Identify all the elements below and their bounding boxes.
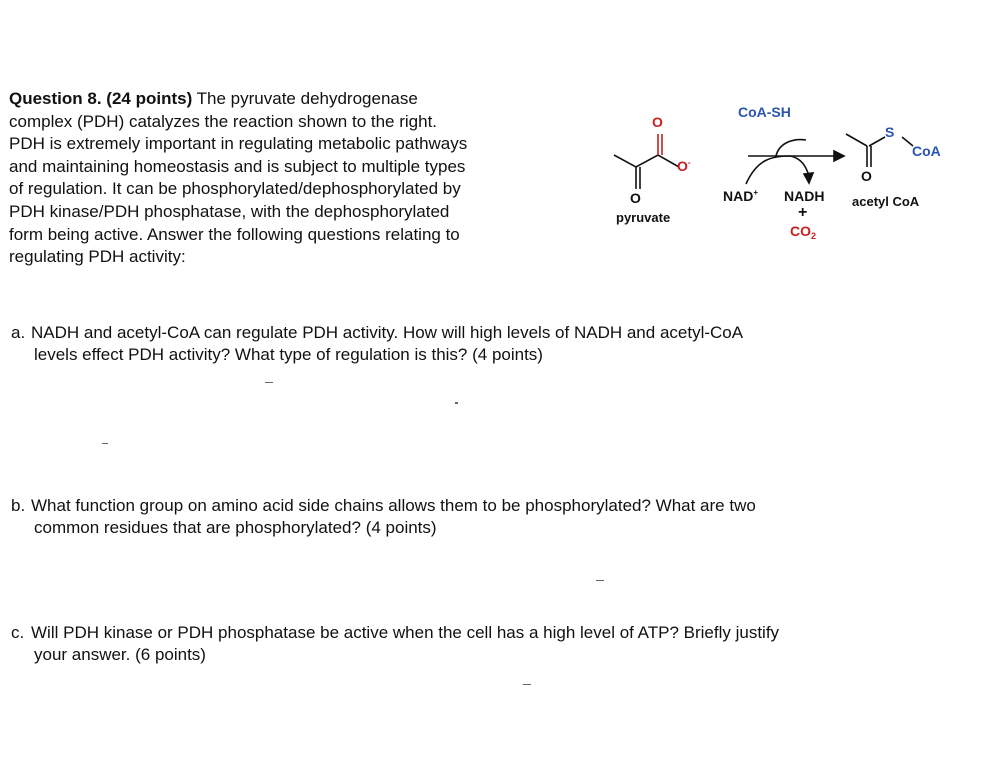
intro-line-2: complex (PDH) catalyzes the reaction shown to the right. xyxy=(9,111,438,131)
part-c-letter: c. xyxy=(11,623,25,642)
reaction-arrow xyxy=(746,140,844,184)
question-heading: Question 8. (24 points) xyxy=(9,89,193,108)
question-part-b xyxy=(11,495,961,539)
pyruvate-label: pyruvate xyxy=(616,210,671,225)
pyruvate-carboxylate-o: O- xyxy=(677,158,691,174)
intro-line-4: and maintaining homeostasis and is subject to multiple types xyxy=(9,156,466,176)
pyruvate-carbonyl-o: O xyxy=(652,114,663,130)
pyruvate-ketone-o: O xyxy=(630,190,641,206)
scan-speck xyxy=(523,684,531,685)
nad-plus-label: NAD+ xyxy=(723,188,759,204)
part-a-line-1: NADH and acetyl-CoA can regulate PDH activity. How will high levels of NADH and acetyl-CoA xyxy=(31,323,744,342)
acetyl-coa-carbonyl-o: O xyxy=(861,168,872,184)
question-part-c xyxy=(11,622,961,666)
sulfur-atom: S xyxy=(885,124,895,140)
acetyl-coa-structure xyxy=(846,134,913,167)
question-part-a xyxy=(11,322,961,366)
question-intro xyxy=(9,88,589,269)
scan-speck xyxy=(455,402,458,404)
part-b-line-1: What function group on amino acid side chains allows them to be phosphorylated? What are two xyxy=(31,496,756,515)
intro-line-7: form being active. Answer the following questions relating to xyxy=(9,224,460,244)
coa-sh-label: CoA-SH xyxy=(738,104,791,120)
nadh-label: NADH xyxy=(784,188,825,204)
part-a-letter: a. xyxy=(11,323,26,342)
intro-line-5: of regulation. It can be phosphorylated/dephosphorylated by xyxy=(9,179,461,199)
intro-line-6: PDH kinase/PDH phosphatase, with the dephosphorylated xyxy=(9,201,450,221)
co2-label: $CO_2$ xyxy=(790,223,817,241)
intro-line-1: The pyruvate dehydrogenase xyxy=(192,89,418,108)
scan-speck xyxy=(596,580,604,581)
plus-sign: + xyxy=(798,204,808,221)
coa-group-label: CoA xyxy=(912,143,941,159)
intro-line-3: PDH is extremely important in regulating metabolic pathways xyxy=(9,134,468,154)
intro-line-8: regulating PDH activity: xyxy=(9,247,186,267)
part-a-line-2: levels effect PDH activity? What type of regulation is this? (4 points) xyxy=(34,345,543,364)
scan-speck xyxy=(102,443,108,444)
scan-speck xyxy=(265,382,273,383)
part-c-line-2: your answer. (6 points) xyxy=(34,645,206,664)
pyruvate-structure xyxy=(614,134,679,189)
reaction-scheme xyxy=(596,96,976,276)
acetyl-coa-label: acetyl CoA xyxy=(852,194,920,209)
part-c-line-1: Will PDH kinase or PDH phosphatase be active when the cell has a high level of ATP? Briefly justify xyxy=(31,623,780,642)
part-b-line-2: common residues that are phosphorylated? (4 points) xyxy=(34,518,437,537)
part-b-letter: b. xyxy=(11,496,26,515)
